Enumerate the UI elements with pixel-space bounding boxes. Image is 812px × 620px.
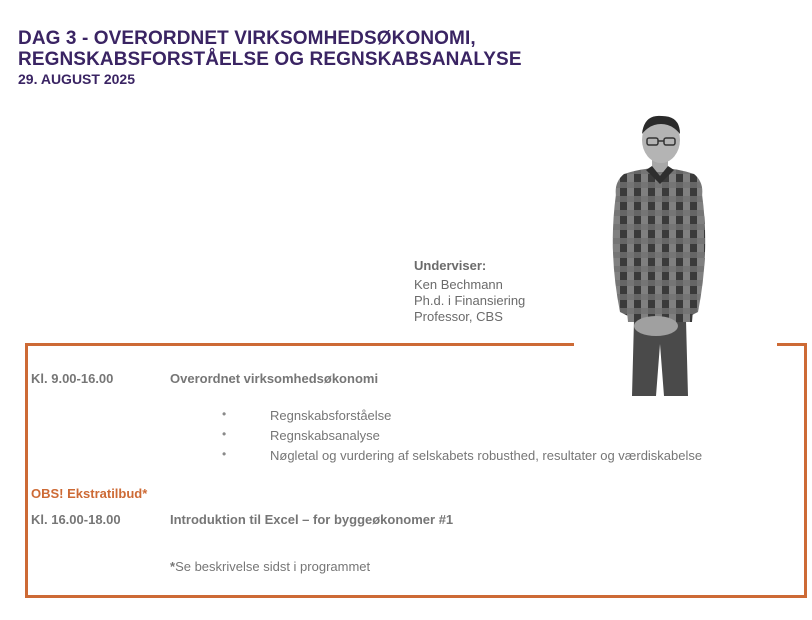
instructor-info (414, 258, 525, 325)
bullet-icon: • (222, 427, 227, 441)
title-line-1: DAG 3 - OVERORDNET VIRKSOMHEDSØKONOMI, (18, 28, 476, 49)
topic-text: Nøgletal og vurdering af selskabets robusthed, resultater og værdiskabelse (270, 448, 703, 463)
session-1-title: Overordnet virksomhedsøkonomi (170, 371, 379, 386)
instructor-degree: Ph.d. i Finansiering (414, 293, 526, 308)
topic-text: Regnskabsanalyse (270, 428, 380, 443)
footnote (170, 559, 370, 574)
instructor-photo (606, 112, 712, 396)
page-header (18, 28, 522, 87)
footnote-mark: * (170, 559, 176, 574)
bullet-icon: • (222, 407, 227, 421)
frame-top-border-right (777, 343, 804, 346)
bullet-icon: • (222, 447, 227, 461)
title-line-2: REGNSKABSFORSTÅELSE OG REGNSKABSANALYSE (18, 49, 522, 70)
session-1-time: Kl. 9.00-16.00 (31, 371, 114, 386)
footnote-text: Se beskrivelse sidst i programmet (175, 559, 371, 574)
page-date: 29. AUGUST 2025 (18, 71, 135, 87)
instructor-position: Professor, CBS (414, 309, 503, 324)
session-2-title: Introduktion til Excel – for byggeøkonomer #1 (170, 512, 454, 527)
instructor-heading: Underviser: (414, 258, 487, 273)
topic-text: Regnskabsforståelse (270, 408, 392, 423)
page-title (18, 28, 522, 70)
instructor-name: Ken Bechmann (414, 277, 503, 292)
frame-top-border-left (25, 343, 574, 346)
extra-offer-label: OBS! Ekstratilbud* (31, 486, 148, 501)
session-2-time: Kl. 16.00-18.00 (31, 512, 121, 527)
